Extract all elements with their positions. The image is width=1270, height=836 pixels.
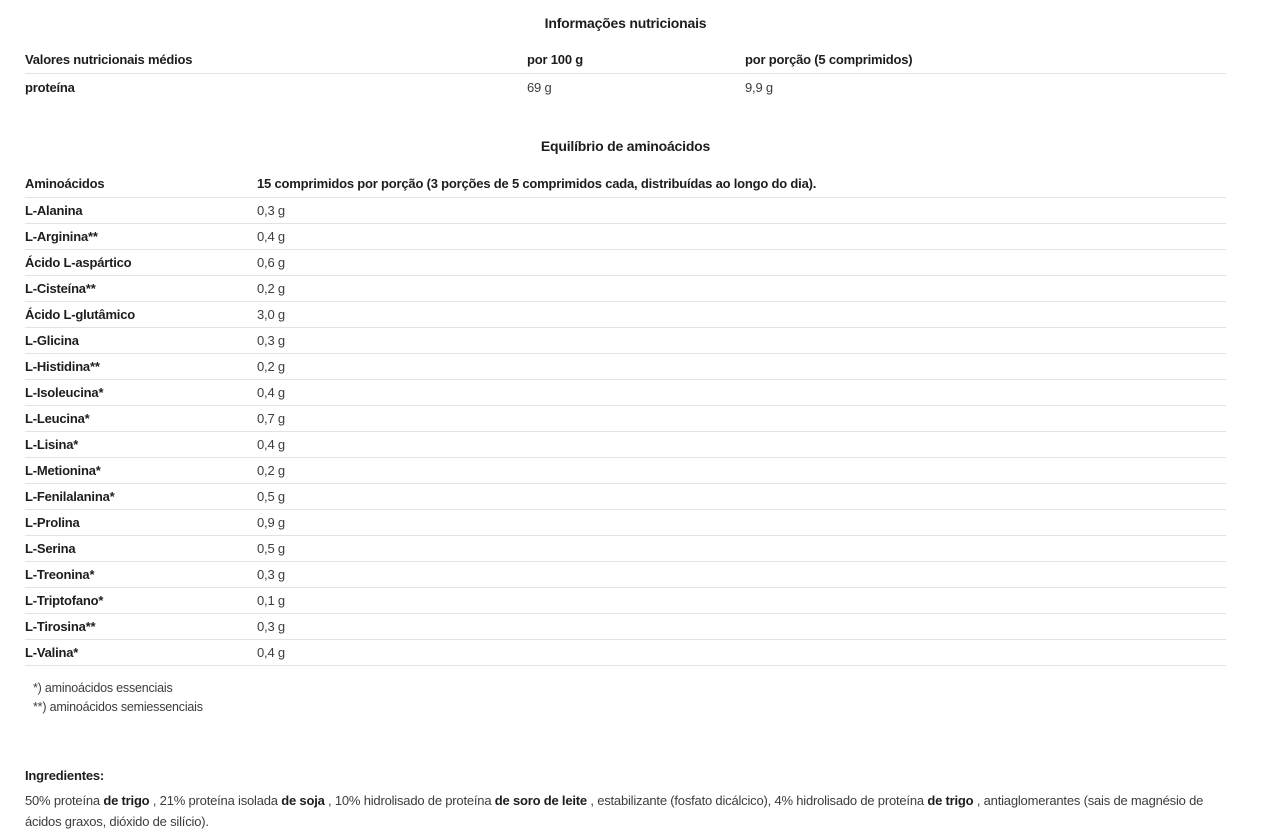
ingredient-emphasis: de trigo — [103, 793, 150, 808]
amino-acid-value: 0,3 g — [257, 203, 285, 218]
amino-acid-name: Ácido L-aspártico — [25, 255, 132, 270]
footnote: *) aminoácidos essenciais — [33, 681, 173, 695]
ingredient-text: , antiaglomerantes (sais de magnésio de ácidos graxos, dióxido de silício). — [25, 793, 1204, 829]
amino-acid-table — [25, 177, 1226, 666]
ingredient-text: , estabilizante (fosfato dicálcico), 4% hidrolisado de proteína — [586, 793, 928, 808]
amino-acid-name: L-Serina — [25, 541, 76, 556]
amino-acid-name: L-Histidina** — [25, 359, 100, 374]
ingredients-heading: Ingredientes: — [25, 768, 105, 783]
table-row — [25, 74, 1226, 99]
amino-acid-row — [25, 562, 1226, 588]
amino-acid-row — [25, 328, 1226, 354]
amino-acid-row — [25, 276, 1226, 302]
amino-acid-name: L-Glicina — [25, 333, 79, 348]
amino-acid-value: 0,3 g — [257, 619, 285, 634]
amino-acid-name: L-Triptofano* — [25, 593, 104, 608]
nutrient-value-per-portion: 9,9 g — [745, 80, 773, 95]
amino-acid-value: 0,4 g — [257, 437, 285, 452]
amino-acid-value: 0,2 g — [257, 359, 285, 374]
ingredient-emphasis: de trigo — [927, 793, 974, 808]
amino-section-title: Equilíbrio de aminoácidos — [540, 138, 711, 154]
amino-acid-value: 0,3 g — [257, 333, 285, 348]
amino-acid-value: 0,5 g — [257, 489, 285, 504]
amino-header-name-col: Aminoácidos — [25, 176, 105, 191]
amino-acid-row — [25, 640, 1226, 666]
amino-acid-value: 0,4 g — [257, 229, 285, 244]
ingredients-text — [25, 790, 1226, 832]
amino-acid-row — [25, 458, 1226, 484]
amino-acid-row — [25, 302, 1226, 328]
amino-acid-value: 0,1 g — [257, 593, 285, 608]
amino-acid-value: 0,7 g — [257, 411, 285, 426]
amino-acid-row — [25, 536, 1226, 562]
nutrition-header-per-100g: por 100 g — [527, 52, 583, 67]
nutrition-section-title: Informações nutricionais — [544, 15, 707, 31]
nutrition-header-per-portion: por porção (5 comprimidos) — [745, 52, 913, 67]
amino-acid-value: 0,4 g — [257, 385, 285, 400]
nutrient-name: proteína — [25, 80, 75, 95]
amino-acid-name: L-Tirosina** — [25, 619, 96, 634]
amino-acid-row — [25, 380, 1226, 406]
amino-acid-name: L-Prolina — [25, 515, 80, 530]
amino-acid-name: L-Alanina — [25, 203, 83, 218]
amino-acid-name: L-Fenilalanina* — [25, 489, 115, 504]
amino-acid-row — [25, 614, 1226, 640]
amino-acid-row — [25, 198, 1226, 224]
amino-acid-row — [25, 588, 1226, 614]
amino-acid-row — [25, 224, 1226, 250]
amino-acid-name: L-Treonina* — [25, 567, 95, 582]
ingredient-text: 50% proteína — [25, 793, 104, 808]
amino-acid-value: 0,3 g — [257, 567, 285, 582]
amino-acid-name: Ácido L-glutâmico — [25, 307, 135, 322]
nutrition-header-label: Valores nutricionais médios — [25, 52, 193, 67]
amino-acid-name: L-Isoleucina* — [25, 385, 104, 400]
amino-acid-row — [25, 510, 1226, 536]
amino-acid-value: 0,6 g — [257, 255, 285, 270]
amino-table-header — [25, 177, 1226, 198]
amino-acid-name: L-Lisina* — [25, 437, 79, 452]
amino-acid-value: 0,5 g — [257, 541, 285, 556]
amino-acid-name: L-Valina* — [25, 645, 79, 660]
nutrition-table — [25, 53, 1226, 99]
nutrition-info-page — [25, 0, 1226, 832]
ingredient-emphasis: de soro de leite — [494, 793, 587, 808]
nutrient-value-per-100g: 69 g — [527, 80, 552, 95]
amino-acid-value: 3,0 g — [257, 307, 285, 322]
ingredient-text: , 10% hidrolisado de proteína — [324, 793, 495, 808]
amino-acid-name: L-Arginina** — [25, 229, 98, 244]
amino-acid-name: L-Cisteína** — [25, 281, 96, 296]
amino-acid-row — [25, 484, 1226, 510]
amino-acid-name: L-Metionina* — [25, 463, 101, 478]
footnote: **) aminoácidos semiessenciais — [33, 700, 203, 714]
nutrition-table-header — [25, 53, 1226, 74]
amino-acid-name: L-Leucina* — [25, 411, 90, 426]
amino-acid-value: 0,9 g — [257, 515, 285, 530]
amino-acid-row — [25, 354, 1226, 380]
amino-acid-value: 0,2 g — [257, 281, 285, 296]
amino-acid-row — [25, 432, 1226, 458]
footnotes — [25, 679, 1226, 717]
amino-acid-value: 0,4 g — [257, 645, 285, 660]
amino-header-dosage-col: 15 comprimidos por porção (3 porções de 5 comprimidos cada, distribuídas ao longo do dia). — [257, 176, 817, 191]
ingredient-text: , 21% proteína isolada — [149, 793, 282, 808]
amino-acid-row — [25, 406, 1226, 432]
ingredient-emphasis: de soja — [281, 793, 325, 808]
amino-table-body — [25, 198, 1226, 666]
amino-acid-value: 0,2 g — [257, 463, 285, 478]
amino-acid-row — [25, 250, 1226, 276]
